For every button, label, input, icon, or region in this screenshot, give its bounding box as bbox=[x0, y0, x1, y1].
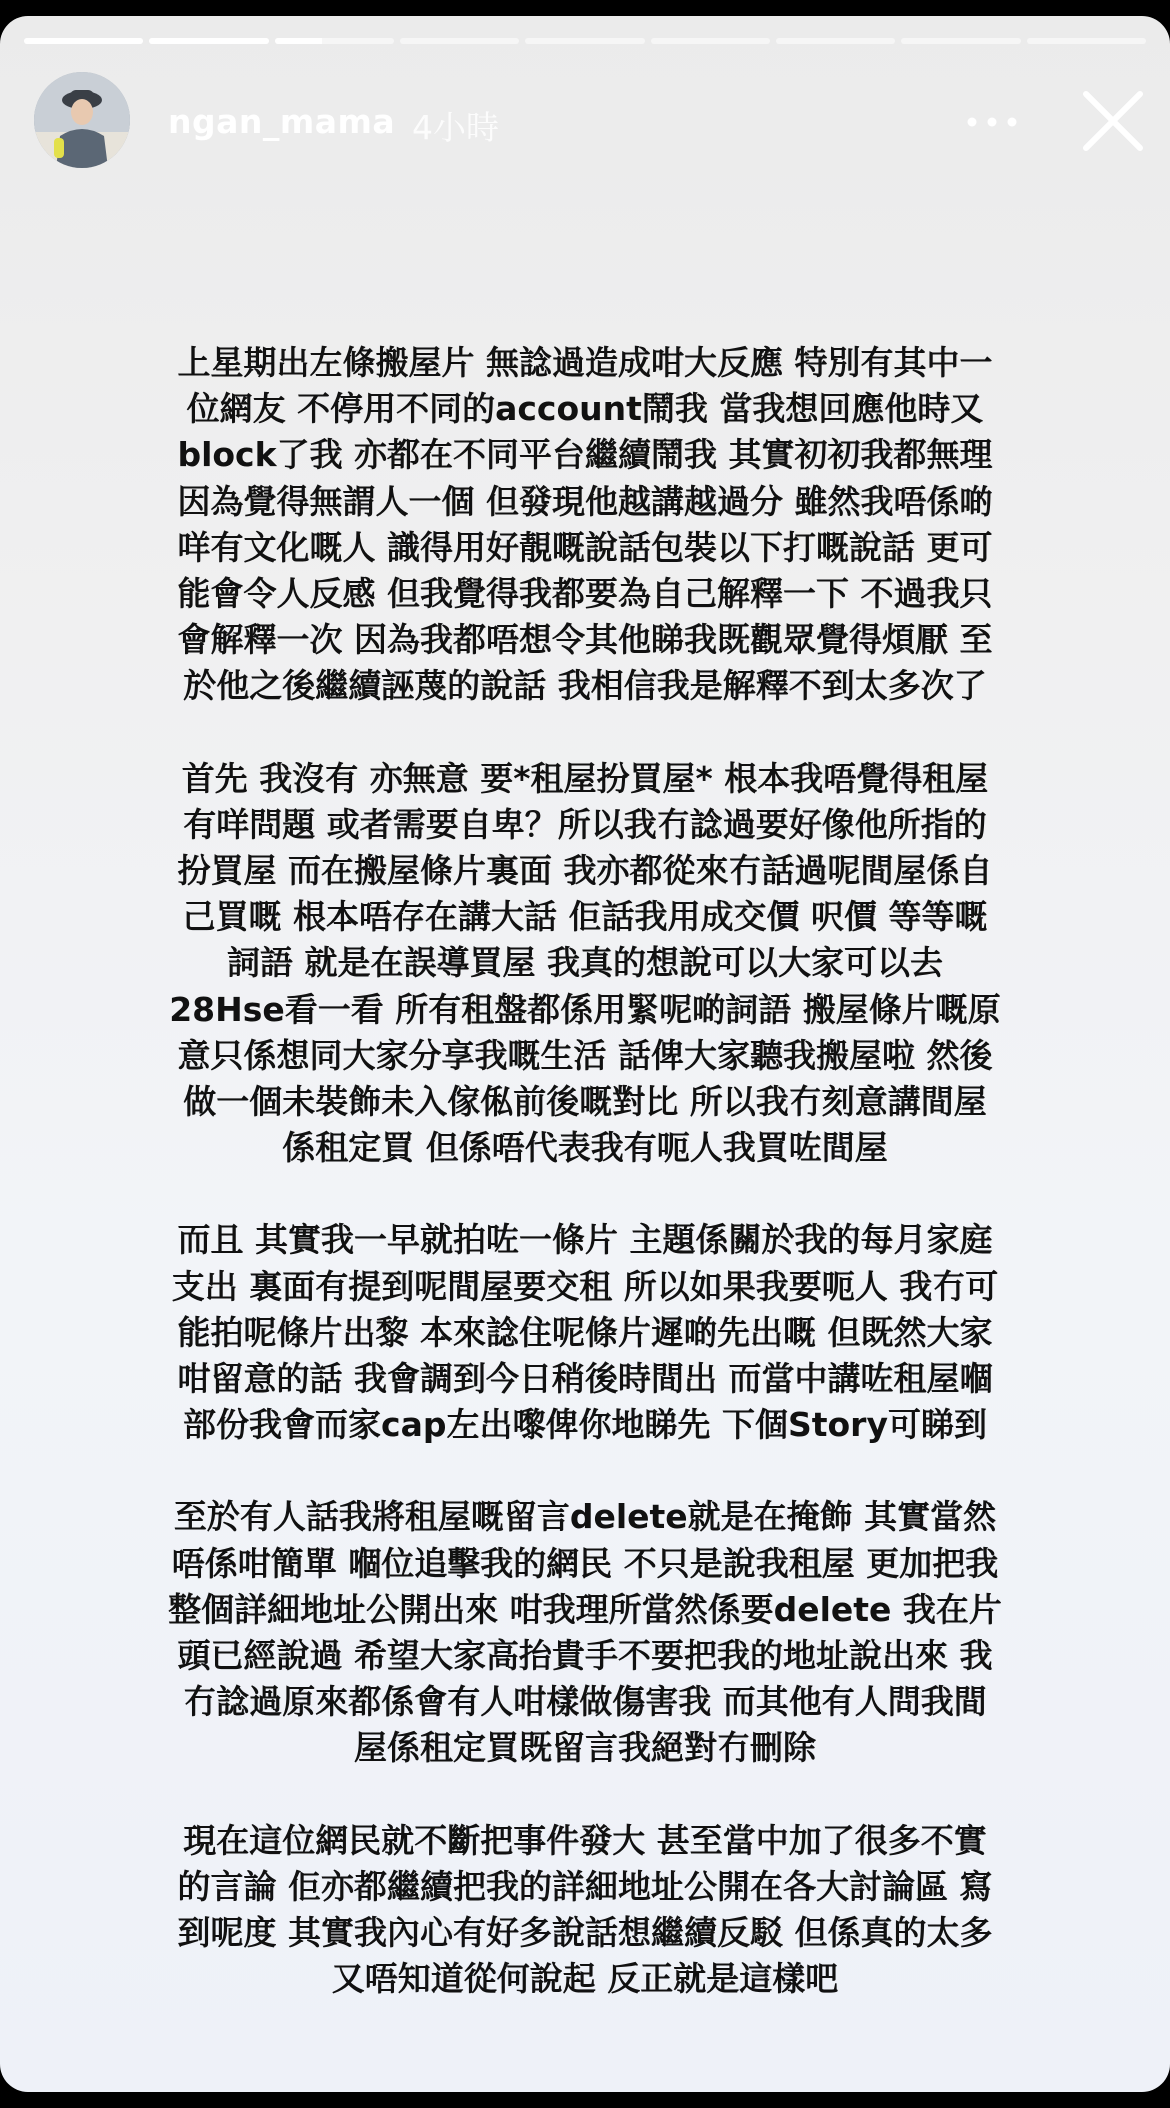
text-line: block了我 亦都在不同平台繼續鬧我 其實初初我都無理 bbox=[177, 435, 993, 475]
text-line: 扮買屋 而在搬屋條片裏面 我亦都從來冇話過呢間屋係自 bbox=[177, 851, 993, 891]
text-line: 到呢度 其實我內心有好多說話想繼續反駁 但係真的太多 bbox=[177, 1913, 993, 1953]
progress-segment bbox=[275, 38, 394, 44]
text-line: 現在這位網民就不斷把事件發大 甚至當中加了很多不實 bbox=[183, 1820, 987, 1860]
text-line: 屋係租定買既留言我絕對冇刪除 bbox=[354, 1728, 816, 1768]
text-line: 己買嘅 根本唔存在講大話 佢話我用成交價 呎價 等等嘅 bbox=[182, 897, 988, 937]
text-line: 做一個未裝飾未入傢俬前後嘅對比 所以我冇刻意講間屋 bbox=[183, 1082, 987, 1122]
story-progress-bar bbox=[24, 38, 1146, 44]
text-line: 能會令人反感 但我覺得我都要為自己解釋一下 不過我只 bbox=[177, 574, 993, 614]
text-line: 冇諗過原來都係會有人咁樣做傷害我 而其他有人問我間 bbox=[183, 1682, 987, 1722]
avatar-photo-icon bbox=[34, 72, 130, 168]
story-header bbox=[34, 72, 1136, 172]
progress-segment bbox=[901, 38, 1020, 44]
text-line: 而且 其實我一早就拍咗一條片 主題係關於我的每月家庭 bbox=[177, 1220, 993, 1260]
text-line: 有咩問題 或者需要自卑？所以我冇諗過要好像他所指的 bbox=[183, 804, 987, 844]
text-paragraph bbox=[70, 340, 1100, 710]
more-horizontal-icon[interactable] bbox=[964, 112, 1020, 132]
text-line: 意只係想同大家分享我嘅生活 話俾大家聽我搬屋啦 然後 bbox=[177, 1035, 993, 1075]
text-line: 又唔知道從何說起 反正就是這樣吧 bbox=[331, 1959, 839, 1999]
progress-segment bbox=[24, 38, 143, 44]
text-line: 部份我會而家cap左出嚟俾你地睇先 下個Story可睇到 bbox=[183, 1405, 987, 1445]
story-viewer[interactable] bbox=[0, 16, 1170, 2092]
text-line: 位網友 不停用不同的account鬧我 當我想回應他時又 bbox=[186, 389, 984, 429]
text-line: 28Hse看一看 所有租盤都係用緊呢啲詞語 搬屋條片嘅原 bbox=[169, 989, 1001, 1029]
text-paragraph bbox=[70, 1494, 1100, 1771]
progress-segment bbox=[1027, 38, 1146, 44]
story-text bbox=[70, 340, 1100, 2049]
text-line: 頭已經說過 希望大家高抬貴手不要把我的地址說出來 我 bbox=[177, 1636, 993, 1676]
progress-segment bbox=[525, 38, 644, 44]
progress-segment bbox=[400, 38, 519, 44]
text-line: 上星期出左條搬屋片 無諗過造成咁大反應 特別有其中一 bbox=[177, 343, 993, 382]
text-paragraph bbox=[70, 1217, 1100, 1448]
progress-segment bbox=[776, 38, 895, 44]
text-line: 首先 我沒有 亦無意 要*租屋扮買屋* 根本我唔覺得租屋 bbox=[181, 758, 989, 798]
text-line: 唔係咁簡單 嗰位追擊我的網民 不只是說我租屋 更加把我 bbox=[171, 1543, 999, 1583]
progress-segment bbox=[651, 38, 770, 44]
text-paragraph bbox=[70, 756, 1100, 1172]
text-line: 因為覺得無謂人一個 但發現他越講越過分 雖然我唔係啲 bbox=[177, 481, 993, 521]
avatar[interactable] bbox=[34, 72, 130, 168]
text-line: 支出 裏面有提到呢間屋要交租 所以如果我要呃人 我冇可 bbox=[171, 1266, 999, 1306]
text-line: 詞語 就是在誤導買屋 我真的想說可以大家可以去 bbox=[227, 943, 943, 983]
time-ago: 4小時 bbox=[412, 108, 499, 147]
text-line: 咩有文化嘅人 識得用好靚嘅說話包裝以下打嘅說話 更可 bbox=[177, 527, 993, 567]
text-line: 至於有人話我將租屋嘅留言delete就是在掩飾 其實當然 bbox=[173, 1497, 997, 1537]
text-line: 能拍呢條片出黎 本來諗住呢條片遲啲先出嘅 但既然大家 bbox=[177, 1312, 993, 1352]
username[interactable]: ngan_mama bbox=[168, 102, 396, 141]
text-line: 的言論 佢亦都繼續把我的詳細地址公開在各大討論區 寫 bbox=[177, 1866, 993, 1906]
progress-segment bbox=[149, 38, 268, 44]
close-icon[interactable] bbox=[1078, 86, 1148, 156]
text-line: 於他之後繼續誣蔑的說話 我相信我是解釋不到太多次了 bbox=[183, 666, 987, 706]
progress-segment-fill bbox=[149, 38, 268, 44]
text-line: 會解釋一次 因為我都唔想令其他睇我既觀眾覺得煩厭 至 bbox=[177, 620, 993, 660]
text-paragraph bbox=[70, 1818, 1100, 2003]
progress-segment-fill bbox=[24, 38, 143, 44]
text-line: 整個詳細地址公開出來 咁我理所當然係要delete 我在片 bbox=[168, 1589, 1002, 1629]
progress-segment-fill bbox=[275, 38, 323, 44]
text-line: 係租定買 但係唔代表我有呃人我買咗間屋 bbox=[282, 1128, 888, 1168]
text-line: 咁留意的話 我會調到今日稍後時間出 而當中講咗租屋嗰 bbox=[177, 1359, 993, 1399]
